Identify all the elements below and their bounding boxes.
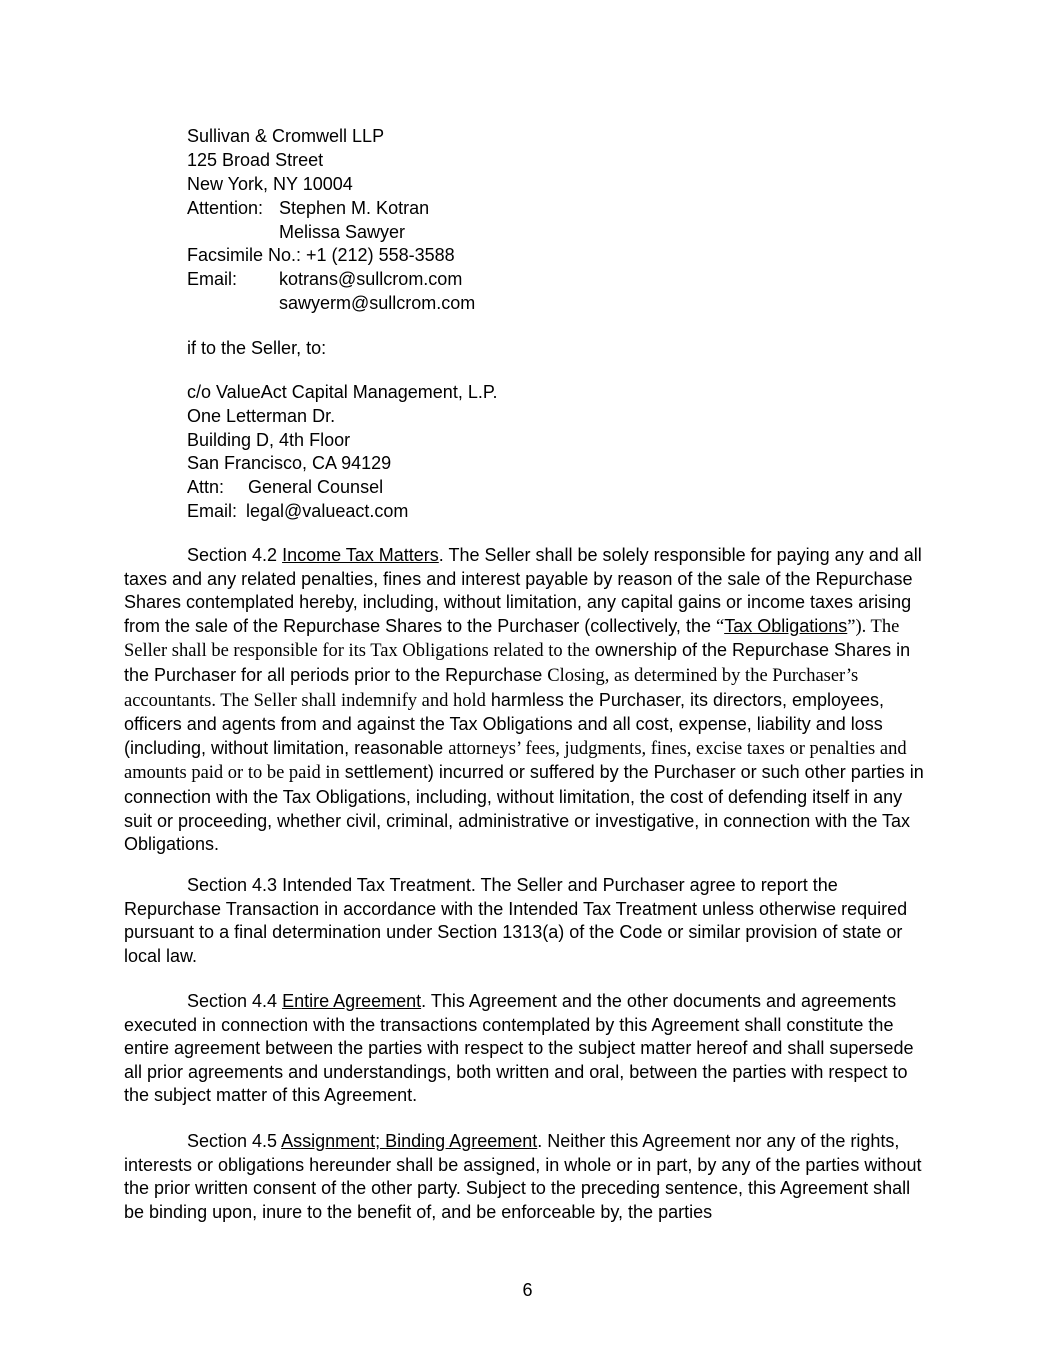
purchaser-attention-label: Attention:	[187, 198, 264, 218]
purchaser-email-label: Email:	[187, 269, 238, 289]
section-4-3-text: Section 4.3 Intended Tax Treatment. The Seller and Purchaser agree to report the Repurchase Transaction in accordance with the Intended Tax Treatment unless otherwise required pursuant to a final determination under Section 1313(a) of the Code or similar provision of state or local law.	[124, 875, 908, 966]
section-4-4-number: Section 4.4	[187, 991, 283, 1011]
seller-intro: if to the Seller, to:	[187, 338, 327, 358]
section-4-2-text-6: attorneys’ fees, judgments, fines, excise taxes or penalties and amounts paid or to be paid in	[124, 738, 907, 784]
purchaser-city: New York, NY 10004	[187, 174, 353, 194]
purchaser-attention-2: Melissa Sawyer	[279, 222, 406, 242]
section-4-4-title: Entire Agreement	[282, 991, 422, 1011]
purchaser-email-row	[187, 267, 462, 291]
purchaser-street: 125 Broad Street	[187, 150, 324, 170]
section-4-5-paragraph	[124, 1130, 934, 1224]
section-4-2-text-4: Closing, as determined by the Purchaser’s accountants. The Seller shall indemnify and hold	[124, 665, 859, 711]
section-4-2-text-7: settlement) incurred or suffered by the Purchaser or such other parties in connection with the Tax Obligations, including, without limitation, the cost of defending itself in any suit or proceeding, whether civil, criminal, administrative or investigative, in connection with the Tax Obligations.	[124, 762, 924, 855]
seller-email-label: Email:	[187, 501, 238, 521]
seller-email: legal@valueact.com	[246, 501, 409, 521]
section-4-2-quote-open: “	[715, 616, 725, 637]
seller-attn-row	[187, 475, 383, 499]
section-4-4-paragraph	[124, 990, 934, 1108]
section-4-2-title: Income Tax Matters	[282, 545, 439, 565]
section-4-2-paragraph	[124, 544, 934, 857]
seller-email-row	[187, 499, 408, 523]
section-4-5-text: . Neither this Agreement nor any of the rights, interests or obligations hereunder shall be assigned, in whole or in part, by any of the parties without the prior written consent of the other party. Subject to the preceding sentence, this Agreement shall be binding upon, inure to the benefit of, and be enforceable by, the parties	[124, 1131, 922, 1222]
section-4-2-text-5: harmless the Purchaser, its directors, employees, officers and agents from and against the Tax Obligations and all cost, expense, liability and loss (including, without limitation, reasonable	[124, 689, 885, 758]
purchaser-firm: Sullivan & Cromwell LLP	[187, 126, 385, 146]
purchaser-fax: Facsimile No.: +1 (212) 558-3588	[187, 245, 455, 265]
section-4-2-text-3: ownership of the Repurchase Shares in the Purchaser for all periods prior to the Repurchase	[124, 640, 911, 685]
purchaser-attention-row	[187, 196, 429, 220]
section-4-3-paragraph	[124, 874, 934, 968]
seller-city: San Francisco, CA 94129	[187, 453, 392, 473]
seller-street: One Letterman Dr.	[187, 406, 336, 426]
page-number: 6	[522, 1280, 533, 1300]
seller-attn-label: Attn:	[187, 477, 225, 497]
seller-building: Building D, 4th Floor	[187, 430, 351, 450]
section-4-2-text-1: . The Seller shall be solely responsible for paying any and all taxes and any related penalties, fines and interest payable by reason of the sale of the Repurchase Shares contemplated hereby, including, without limitation, any capital gains or income taxes arising from the sale of the Repurchase Shares to the Purchaser (collectively, the	[124, 545, 922, 636]
seller-firm: c/o ValueAct Capital Management, L.P.	[187, 382, 498, 402]
section-4-4-text: . This Agreement and the other documents and agreements executed in connection with the transactions contemplated by this Agreement shall constitute the entire agreement between the parties with respect to the subject matter hereof and shall supersede all prior agreements and understandings, both written and oral, between the parties with respect to the subject matter of this Agreement.	[124, 991, 914, 1106]
section-4-5-title: Assignment; Binding Agreement	[281, 1131, 538, 1151]
defined-term-tax-obligations: Tax Obligations	[724, 615, 848, 636]
seller-attn: General Counsel	[248, 477, 384, 497]
purchaser-email-2: sawyerm@sullcrom.com	[279, 293, 476, 313]
section-4-2-text-2: ”). The Seller shall be responsible for its Tax Obligations related to the	[124, 616, 900, 662]
purchaser-attention-1: Stephen M. Kotran	[279, 198, 430, 218]
section-4-5-number: Section 4.5	[187, 1131, 282, 1151]
section-4-2-number: Section 4.2	[187, 545, 283, 565]
purchaser-email-1: kotrans@sullcrom.com	[279, 269, 463, 289]
